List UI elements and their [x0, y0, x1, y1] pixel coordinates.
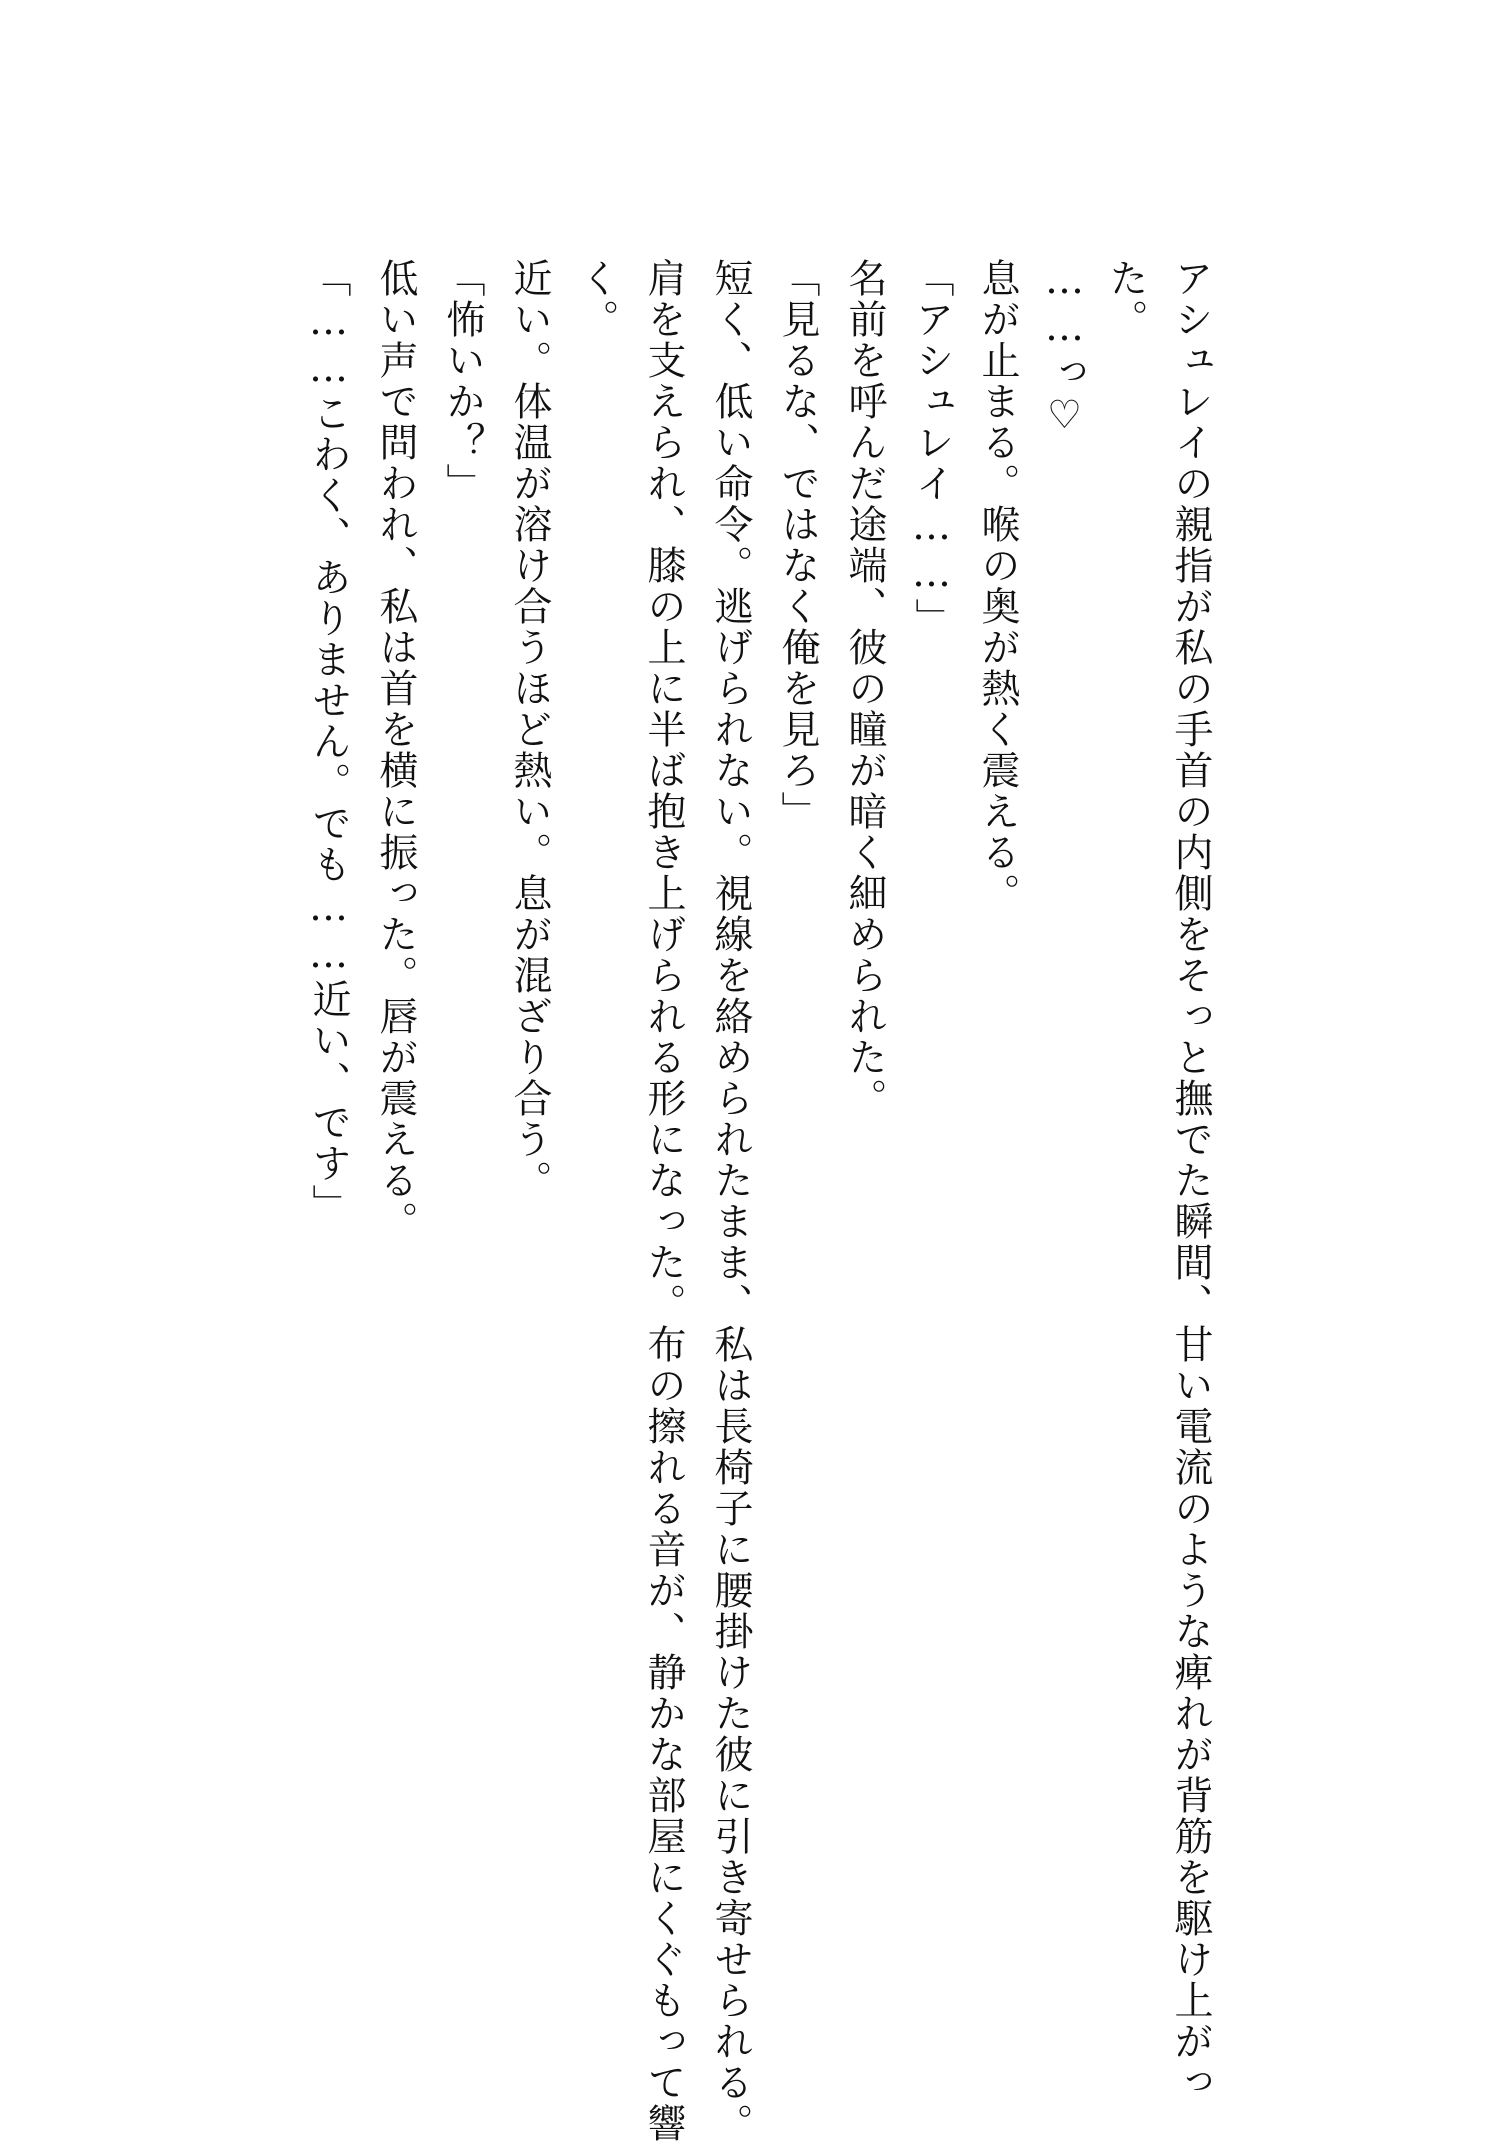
text-line: 息が止まる。喉の奥が熱く震える。: [975, 258, 1020, 914]
text-line: ……っ♡: [1042, 258, 1087, 440]
text-line: く。: [574, 258, 619, 340]
text-line: 近い。体温が溶け合うほど熱い。息が混ざり合う。: [507, 258, 552, 1201]
text-line: 短く、低い命令。逃げられない。視線を絡められたまま、私は長椅子に腰掛けた彼に引き寄せられる。: [708, 258, 753, 2144]
text-line: アシュレイの親指が私の手首の内側をそっと撫でた瞬間、甘い電流のような痺れが背筋を駆け上がっ: [1168, 258, 1213, 2103]
text-line: 「怖いか？」: [440, 258, 485, 504]
text-line: 肩を支えられ、膝の上に半ば抱き上げられる形になった。布の擦れる音が、静かな部屋にくぐもって響: [641, 258, 686, 2144]
text-line: 低い声で問われ、私は首を横に振った。唇が震える。: [373, 258, 418, 1242]
text-line: 名前を呼んだ途端、彼の瞳が暗く細められた。: [842, 258, 887, 1119]
text-line: 「……こわく、ありません。でも……近い、です」: [306, 258, 351, 1225]
text-line: 「アシュレイ……」: [909, 258, 954, 639]
text-line: 「見るな、ではなく俺を見ろ」: [775, 258, 820, 832]
text-line: た。: [1103, 258, 1148, 340]
